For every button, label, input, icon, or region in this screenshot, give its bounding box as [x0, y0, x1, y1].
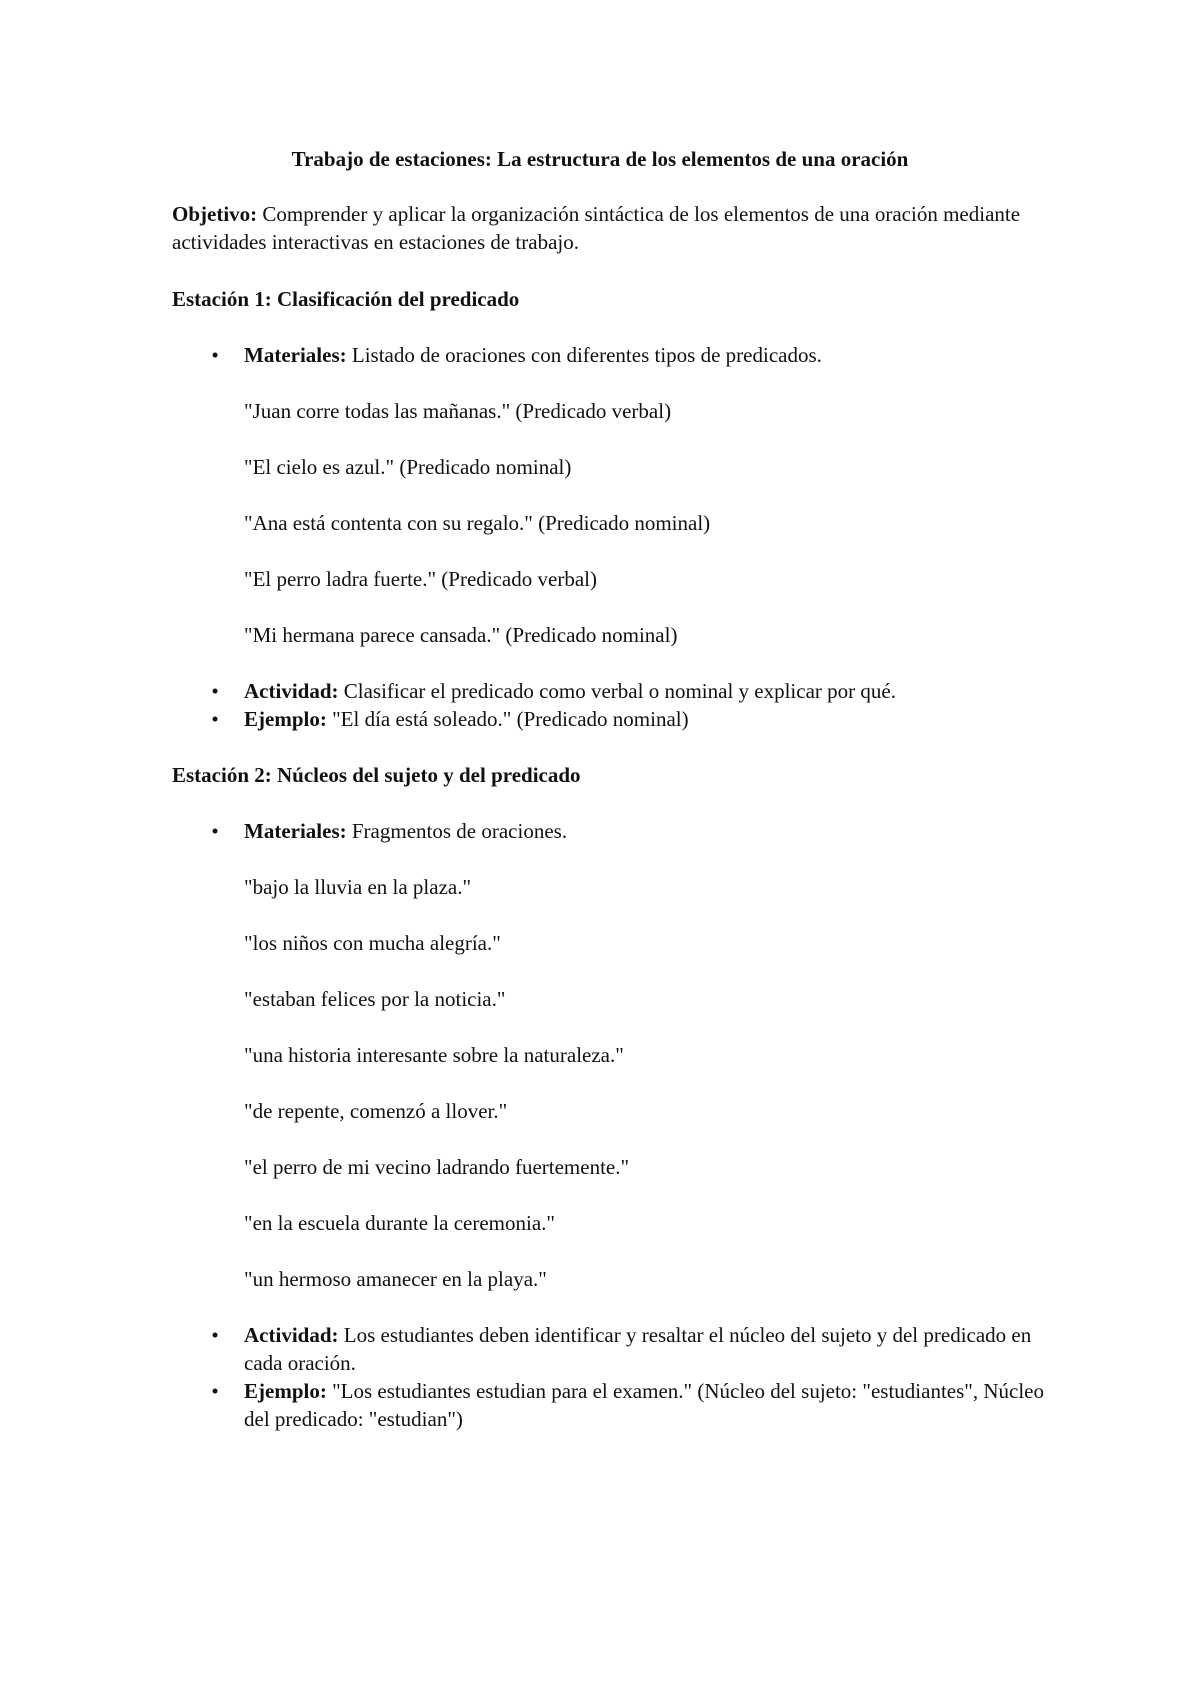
- objective-label: Objetivo:: [172, 202, 258, 226]
- example-label: Ejemplo:: [244, 1379, 327, 1403]
- station-1-materials: [244, 341, 1044, 369]
- station-2-heading: Estación 2: Núcleos del sujeto y del predicado: [172, 763, 581, 787]
- station-1-example: "El cielo es azul." (Predicado nominal): [244, 455, 572, 479]
- materials-label: Materiales:: [244, 343, 347, 367]
- materials-text: Listado de oraciones con diferentes tipos de predicados.: [346, 343, 822, 367]
- bullet-icon: •: [211, 707, 219, 731]
- materials-text: Fragmentos de oraciones.: [346, 819, 568, 843]
- station-2-example: "de repente, comenzó a llover.": [244, 1099, 508, 1123]
- activity-text: Clasificar el predicado como verbal o nominal y explicar por qué.: [338, 679, 896, 703]
- station-2-example: "el perro de mi vecino ladrando fuertemente.": [244, 1155, 630, 1179]
- station-2-example: "un hermoso amanecer en la playa.": [244, 1267, 547, 1291]
- activity-text: Los estudiantes deben identificar y resaltar el núcleo del sujeto y del predicado en cada oración.: [244, 1323, 1032, 1375]
- station-1-example: "Ana está contenta con su regalo." (Predicado nominal): [244, 511, 711, 535]
- objective-paragraph: [172, 200, 1052, 256]
- station-1-example: "El perro ladra fuerte." (Predicado verbal): [244, 567, 597, 591]
- activity-label: Actividad:: [244, 1323, 339, 1347]
- activity-label: Actividad:: [244, 679, 339, 703]
- example-label: Ejemplo:: [244, 707, 327, 731]
- bullet-icon: •: [211, 819, 219, 843]
- station-2-example-bullet: [244, 1377, 1044, 1433]
- bullet-icon: •: [211, 679, 219, 703]
- document-title: Trabajo de estaciones: La estructura de los elementos de una oración: [291, 147, 909, 171]
- materials-label: Materiales:: [244, 819, 347, 843]
- station-1-activity: [244, 677, 1044, 705]
- station-2-example: "una historia interesante sobre la naturaleza.": [244, 1043, 624, 1067]
- station-2-example: "estaban felices por la noticia.": [244, 987, 506, 1011]
- station-2-activity: [244, 1321, 1044, 1377]
- station-2-materials: [244, 817, 1044, 845]
- example-text: "El día está soleado." (Predicado nominal): [326, 707, 689, 731]
- bullet-icon: •: [211, 343, 219, 367]
- station-1-example: "Juan corre todas las mañanas." (Predicado verbal): [244, 399, 672, 423]
- objective-text: Comprender y aplicar la organización sintáctica de los elementos de una oración mediante actividades interactivas en estaciones de trabajo.: [172, 202, 1021, 254]
- station-2-example: "bajo la lluvia en la plaza.": [244, 875, 472, 899]
- station-1-example: "Mi hermana parece cansada." (Predicado nominal): [244, 623, 678, 647]
- example-text: "Los estudiantes estudian para el examen." (Núcleo del sujeto: "estudiantes", Núcleo del predicado: "estudian"): [244, 1379, 1044, 1431]
- station-1-example-bullet: [244, 705, 1044, 733]
- station-1-heading: Estación 1: Clasificación del predicado: [172, 287, 520, 311]
- bullet-icon: •: [211, 1323, 219, 1347]
- station-2-example: "en la escuela durante la ceremonia.": [244, 1211, 555, 1235]
- bullet-icon: •: [211, 1379, 219, 1403]
- station-2-example: "los niños con mucha alegría.": [244, 931, 501, 955]
